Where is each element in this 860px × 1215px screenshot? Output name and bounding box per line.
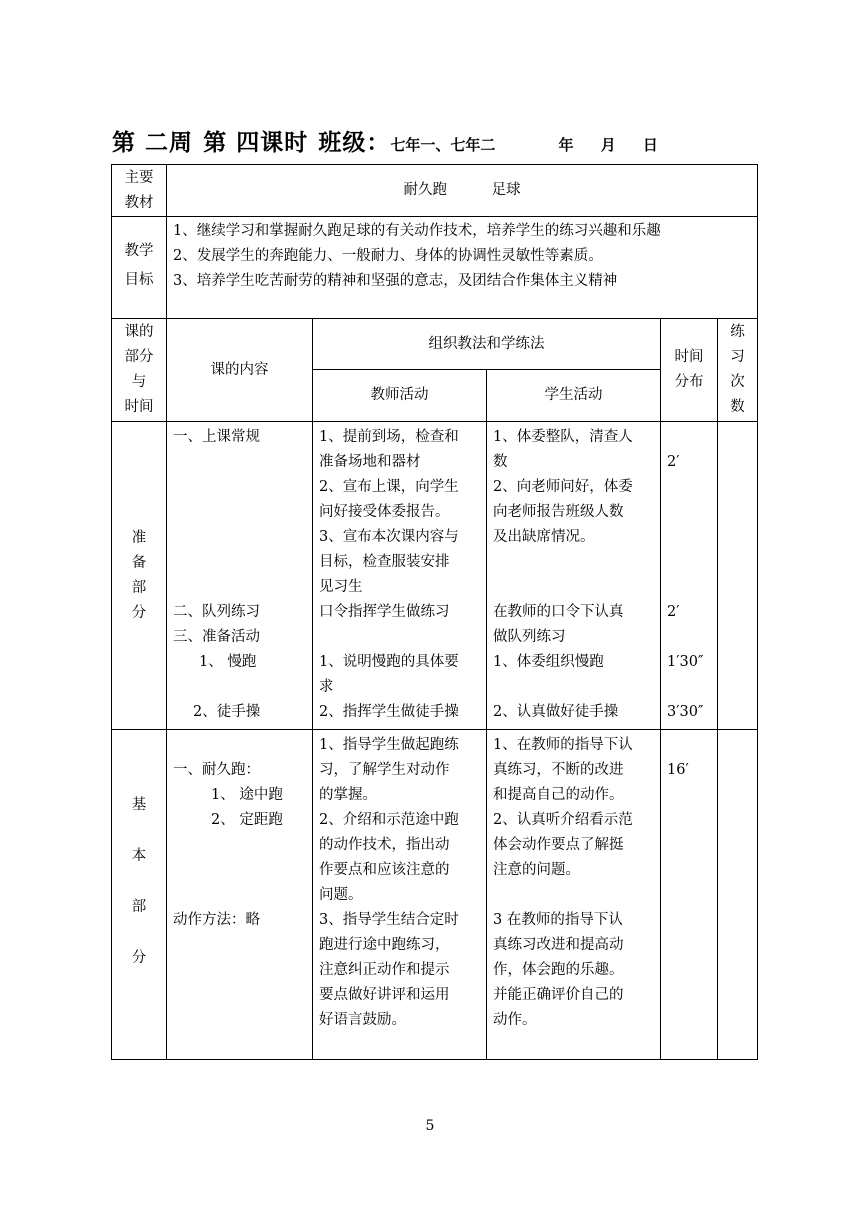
cell-line	[173, 550, 306, 575]
cell-line: 动作方法：略	[173, 912, 260, 928]
basic-reps	[718, 730, 758, 1060]
col-teacher: 教师活动	[313, 370, 487, 422]
cell-line	[667, 425, 711, 450]
col-time: 时间 分布	[661, 319, 718, 422]
cell-line: 1、指导学生做起跑练	[319, 737, 459, 753]
cell-line: 2、向老师问好，体委	[493, 479, 633, 495]
class-value: 七年一、七年二	[390, 136, 496, 154]
col-reps: 练 习 次 数	[718, 319, 758, 422]
cell-line	[173, 858, 306, 883]
cell-line: 问好接受体委报告。	[319, 504, 450, 520]
col-student: 学生活动	[487, 370, 661, 422]
cell-line: 跑进行途中跑练习，	[319, 937, 450, 953]
cell-line: 注意的问题。	[493, 862, 580, 878]
cell-line	[667, 525, 711, 550]
cell-line: 的掌握。	[319, 787, 377, 803]
subject-value: 耐久跑 足球	[167, 165, 758, 217]
objective-item: 2、发展学生的奔跑能力、一般耐力、身体的协调性灵敏性等素质。	[173, 248, 603, 264]
cell-line	[493, 675, 654, 700]
cell-line	[667, 550, 711, 575]
cell-line: 1′30″	[667, 654, 704, 670]
cell-line: 1、体委组织慢跑	[493, 654, 604, 670]
cell-line: 1、 途中跑	[211, 787, 283, 803]
cell-line: 做队列练习	[493, 629, 566, 645]
cell-line: 3、指导学生结合定时	[319, 912, 459, 928]
cell-line: 2′	[667, 604, 680, 620]
cell-line	[667, 675, 711, 700]
objective-item: 1、继续学习和掌握耐久跑足球的有关动作技术，培养学生的练习兴趣和乐趣	[173, 223, 661, 239]
cell-line: 1、在教师的指导下认	[493, 737, 633, 753]
cell-line: 真练习，不断的改进	[493, 762, 624, 778]
cell-line	[667, 575, 711, 600]
cell-line	[319, 625, 480, 650]
objectives-list	[167, 217, 758, 319]
basic-content	[167, 730, 313, 1060]
cell-line: 1、 慢跑	[199, 654, 257, 670]
cell-line	[173, 500, 306, 525]
objectives-label-cell	[112, 217, 167, 319]
cell-line	[173, 475, 306, 500]
prep-time	[661, 422, 718, 730]
subject-label: 主要 教材	[124, 169, 154, 211]
prep-student-activity	[487, 422, 661, 730]
cell-line: 2、指挥学生做徒手操	[319, 704, 459, 720]
cell-line: 1、提前到场，检查和	[319, 429, 459, 445]
cell-line: 并能正确评价自己的	[493, 987, 624, 1003]
cell-line: 2、 定距跑	[211, 812, 283, 828]
cell-line: 16′	[667, 762, 689, 778]
week-label: 第 二周	[112, 129, 194, 156]
cell-line: 准备场地和器材	[319, 454, 421, 470]
cell-line: 见习生	[319, 579, 363, 595]
cell-line	[493, 575, 654, 600]
basic-teacher-activity	[313, 730, 487, 1060]
lesson-label: 第 四课时	[203, 129, 309, 156]
cell-line: 三、准备活动	[173, 629, 260, 645]
cell-line	[667, 733, 711, 758]
cell-line	[173, 675, 306, 700]
basic-time	[661, 730, 718, 1060]
cell-line: 动作。	[493, 1012, 537, 1028]
cell-line: 习，了解学生对动作	[319, 762, 450, 778]
cell-line: 体会动作要点了解挺	[493, 837, 624, 853]
cell-line: 作，体会跑的乐趣。	[493, 962, 624, 978]
class-label: 班级：	[318, 129, 391, 156]
cell-line: 要点做好讲评和运用	[319, 987, 450, 1003]
cell-line	[493, 883, 654, 908]
cell-line: 数	[493, 454, 508, 470]
cell-line: 好语言鼓励。	[319, 1012, 406, 1028]
cell-line: 3、宣布本次课内容与	[319, 529, 459, 545]
cell-line	[173, 450, 306, 475]
cell-line	[173, 733, 306, 758]
cell-line: 求	[319, 679, 334, 695]
objective-item: 3、培养学生吃苦耐劳的精神和坚强的意志，及团结合作集体主义精神	[173, 273, 618, 289]
cell-line: 2、认真听介绍看示范	[493, 812, 633, 828]
col-content: 课的内容	[167, 319, 313, 422]
cell-line: 2、介绍和示范途中跑	[319, 812, 459, 828]
cell-line: 向老师报告班级人数	[493, 504, 624, 520]
cell-line	[173, 575, 306, 600]
col-method: 组织教法和学练法	[313, 319, 661, 370]
cell-line: 2、徒手操	[193, 704, 261, 720]
cell-line: 注意纠正动作和提示	[319, 962, 450, 978]
basic-student-activity	[487, 730, 661, 1060]
cell-line	[173, 833, 306, 858]
cell-line: 2、认真做好徒手操	[493, 704, 619, 720]
cell-line: 2、宣布上课，向学生	[319, 479, 459, 495]
cell-line: 目标，检查服装安排	[319, 554, 450, 570]
cell-line: 3 在教师的指导下认	[493, 912, 623, 928]
date-label: 年 月 日	[558, 136, 658, 154]
prep-content	[167, 422, 313, 730]
objectives-label: 教学 目标	[124, 242, 154, 288]
cell-line	[667, 625, 711, 650]
cell-line: 2′	[667, 454, 680, 470]
cell-line: 口令指挥学生做练习	[319, 604, 450, 620]
cell-line	[173, 883, 306, 908]
basic-part-label: 基 本 部 分	[112, 730, 167, 1060]
cell-line: 二、队列练习	[173, 604, 260, 620]
cell-line: 1、体委整队，清查人	[493, 429, 633, 445]
cell-line: 3′30″	[667, 704, 704, 720]
cell-line: 的动作技术，指出动	[319, 837, 450, 853]
page-number: 5	[425, 1118, 435, 1134]
cell-line	[493, 550, 654, 575]
prep-reps	[718, 422, 758, 730]
cell-line: 一、上课常规	[173, 429, 260, 445]
cell-line: 1、说明慢跑的具体要	[319, 654, 459, 670]
cell-line: 和提高自己的动作。	[493, 787, 624, 803]
prep-teacher-activity	[313, 422, 487, 730]
lesson-plan-table	[111, 164, 758, 1060]
prep-part-label: 准 备 部 分	[112, 422, 167, 730]
lesson-header	[112, 124, 658, 157]
cell-line: 一、耐久跑：	[173, 762, 260, 778]
cell-line: 问题。	[319, 887, 363, 903]
col-part-time: 课的 部分 与 时间	[112, 319, 167, 422]
cell-line: 在教师的口令下认真	[493, 604, 624, 620]
cell-line	[667, 475, 711, 500]
cell-line: 作要点和应该注意的	[319, 862, 450, 878]
cell-line: 及出缺席情况。	[493, 529, 595, 545]
cell-line: 真练习改进和提高动	[493, 937, 624, 953]
cell-line	[173, 525, 306, 550]
cell-line	[667, 500, 711, 525]
subject-label-cell	[112, 165, 167, 217]
